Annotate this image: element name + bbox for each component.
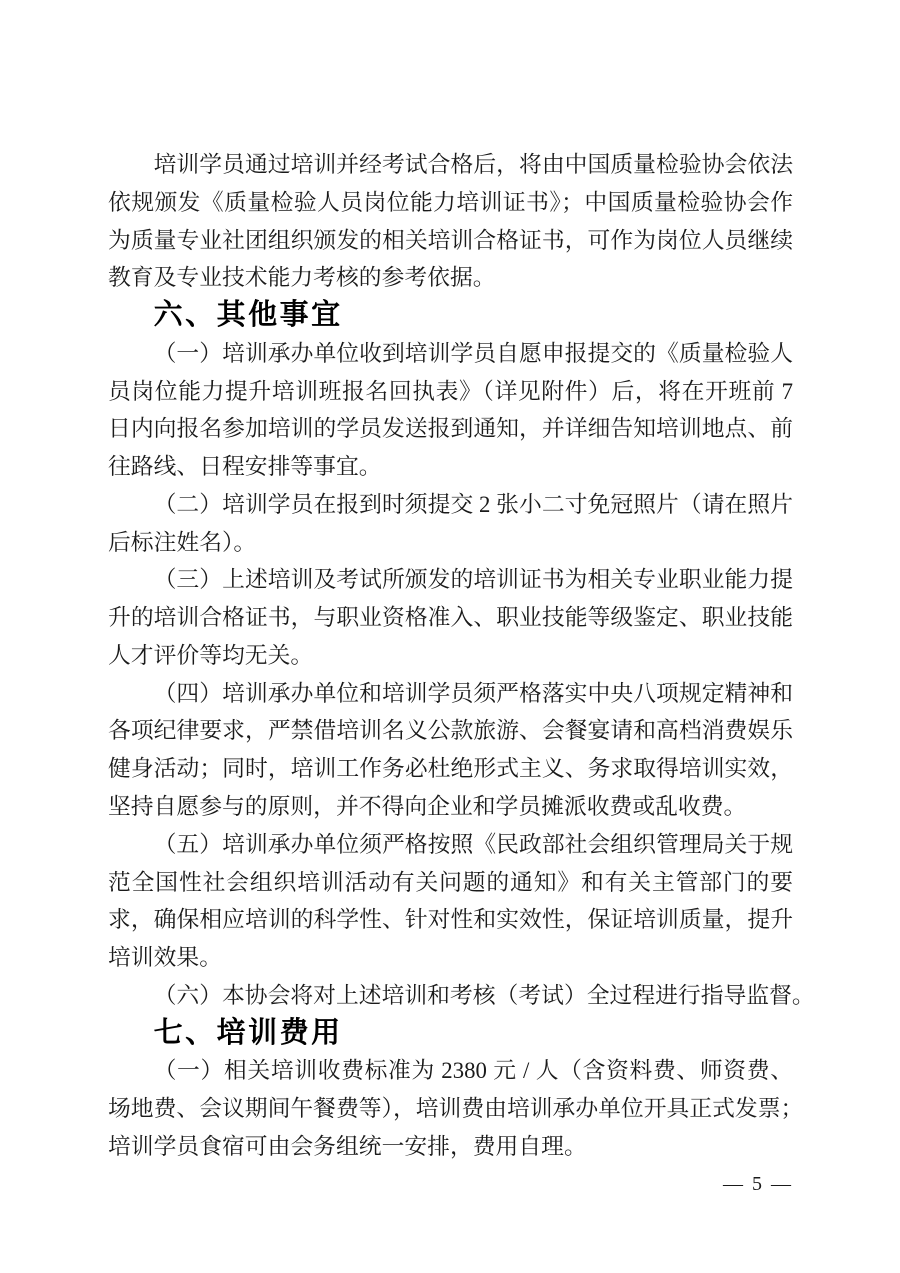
text-line: 范全国性社会组织培训活动有关问题的通知》和有关主管部门的要	[108, 869, 793, 895]
section-heading: 七、培训费用	[153, 1016, 343, 1049]
text-line: 人才评价等均无关。	[108, 642, 314, 668]
text-line: 员岗位能力提升培训班报名回执表》（详见附件）后，将在开班前 7	[108, 378, 793, 404]
text-line: 为质量专业社团组织颁发的相关培训合格证书，可作为岗位人员继续	[108, 227, 793, 253]
text-line: 坚持自愿参与的原则，并不得向企业和学员摊派收费或乱收费。	[108, 794, 747, 820]
text-line: 各项纪律要求，严禁借培训名义公款旅游、会餐宴请和高档消费娱乐	[108, 718, 793, 744]
text-line: （三）上述培训及考试所颁发的培训证书为相关专业职业能力提	[153, 567, 793, 593]
text-line: （六）本协会将对上述培训和考核（考试）全过程进行指导监督。	[153, 982, 815, 1008]
text-line: 升的培训合格证书，与职业资格准入、职业技能等级鉴定、职业技能	[108, 605, 793, 631]
text-line: 往路线、日程安排等事宜。	[108, 454, 382, 480]
document-body	[108, 146, 815, 1166]
text-line: 教育及专业技术能力考核的参考依据。	[108, 265, 496, 291]
text-line: 日内向报名参加培训的学员发送报到通知，并详细告知培训地点、前	[108, 416, 793, 442]
text-line: （二）培训学员在报到时须提交 2 张小二寸免冠照片（请在照片	[153, 491, 793, 517]
text-line: 场地费、会议期间午餐费等），培训费由培训承办单位开具正式发票；	[108, 1096, 804, 1122]
text-line: 培训学员食宿可由会务组统一安排，费用自理。	[108, 1133, 587, 1159]
text-line: 健身活动；同时，培训工作务必杜绝形式主义、务求取得培训实效，	[108, 756, 793, 782]
page-number: — 5 —	[723, 1173, 793, 1195]
text-line: （四）培训承办单位和培训学员须严格落实中央八项规定精神和	[153, 680, 793, 706]
text-line: 求，确保相应培训的科学性、针对性和实效性，保证培训质量，提升	[108, 907, 793, 933]
text-line: 培训效果。	[108, 945, 222, 971]
text-line: 后标注姓名）。	[108, 529, 257, 555]
section-heading: 六、其他事宜	[153, 299, 343, 332]
text-line: （五）培训承办单位须严格按照《民政部社会组织管理局关于规	[153, 831, 793, 857]
text-line: （一）培训承办单位收到培训学员自愿申报提交的《质量检验人	[153, 340, 793, 366]
text-line: （一）相关培训收费标准为 2380 元 / 人（含资料费、师资费、	[153, 1058, 793, 1084]
text-line: 培训学员通过培训并经考试合格后，将由中国质量检验协会依法	[153, 152, 793, 177]
text-line: 依规颁发《质量检验人员岗位能力培训证书》；中国质量检验协会作	[108, 189, 793, 215]
